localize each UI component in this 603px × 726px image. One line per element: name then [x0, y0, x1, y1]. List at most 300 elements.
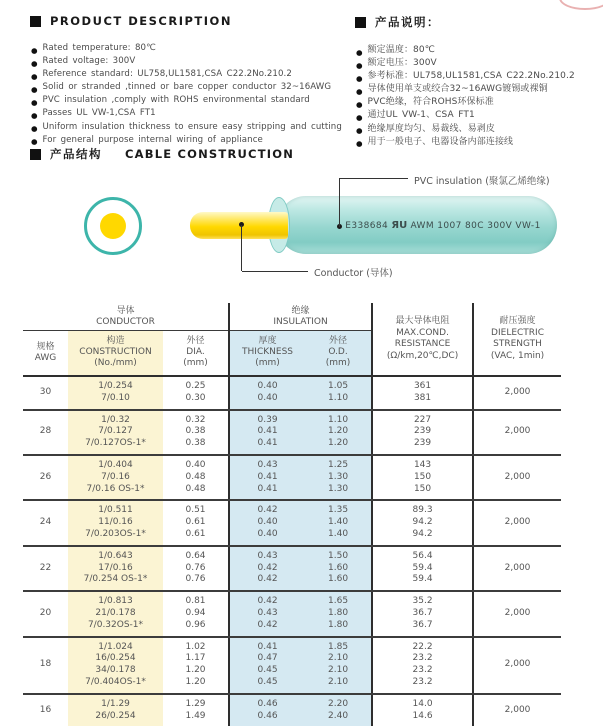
cell-line: 26/0.254 [95, 710, 136, 721]
header-line: (mm) [325, 358, 351, 368]
bullet-text: PVC绝缘，符合ROHS环保标准 [367, 97, 494, 108]
bullet-item [30, 82, 360, 95]
cell-line: 35.2 [412, 596, 433, 607]
cell-line: 1/0.254 [98, 381, 133, 391]
cell-line: 1.60 [328, 574, 349, 585]
resistance-cell [372, 546, 473, 591]
cell-line: 1.40 [328, 528, 349, 539]
cell-line: 1.65 [328, 596, 349, 607]
dielectric-column-header [473, 303, 561, 376]
bullet-text: 用于一般电子、电器设备内部连接线 [367, 136, 514, 147]
thickness-column-header [229, 331, 305, 377]
cell-line: 1.17 [185, 653, 206, 664]
cell-line: 0.40 [257, 528, 278, 539]
cell-line: 24 [39, 517, 52, 528]
resistance-cell [372, 455, 473, 500]
section-marker-icon [30, 149, 41, 160]
cell-line: 239 [413, 438, 432, 449]
cell-line: 0.42 [257, 596, 278, 607]
cell-line: 1.49 [185, 710, 206, 721]
product-description-cn-title [355, 14, 600, 30]
cell-line: 11/0.16 [98, 517, 133, 528]
thickness-cell [229, 500, 305, 545]
thickness-cell [229, 455, 305, 500]
awg-cell [23, 591, 68, 636]
cell-line: 0.47 [257, 653, 278, 664]
cell-line: 0.32 [185, 414, 206, 425]
cell-line: 17/0.16 [98, 562, 133, 573]
table-row-awg-16 [23, 694, 561, 726]
cell-line: 1.30 [328, 471, 349, 482]
cell-line: 89.3 [412, 505, 433, 516]
od-cell [305, 376, 372, 410]
bullet-icon: ● [356, 47, 363, 57]
header-line: 外径 [329, 336, 348, 346]
bullet-text: Rated voltage: 300V [42, 56, 136, 67]
cell-line: 1.30 [328, 483, 349, 494]
cell-line: 2,000 [504, 517, 531, 528]
cell-line: 34/0.178 [95, 665, 136, 676]
thickness-cell [229, 591, 305, 636]
cell-line: 1.80 [328, 607, 349, 618]
cell-line: 0.45 [257, 665, 278, 676]
section-marker-icon [30, 16, 41, 27]
bullet-text: For general purpose internal wiring of appliance [42, 134, 263, 145]
dia-cell [163, 591, 229, 636]
cell-line: 1.10 [328, 414, 349, 425]
header-line: O.D. [328, 347, 348, 357]
header-line: RESISTANCE [394, 339, 451, 349]
resistance-cell [372, 694, 473, 726]
cell-line: 361 [413, 381, 432, 391]
cell-line: 0.25 [185, 381, 206, 391]
od-cell [305, 410, 372, 455]
cell-line: 0.41 [257, 438, 278, 449]
thickness-cell [229, 637, 305, 694]
cell-line: 0.94 [185, 607, 206, 618]
product-description-section [30, 14, 360, 148]
conductor-label: Conductor (导体) [314, 268, 393, 279]
bullet-item [355, 124, 600, 137]
cell-line: 1/1.024 [98, 641, 133, 652]
cell-line: 16/0.254 [95, 653, 136, 664]
header-line: CONSTRUCTION [79, 347, 152, 357]
bullet-icon: ● [356, 112, 363, 122]
header-line: 外径 [186, 336, 205, 346]
cell-line: 7/0.16 [101, 471, 130, 482]
bullet-text: 通过UL VW-1、CSA FT1 [367, 110, 475, 121]
bullet-item [355, 45, 600, 58]
cell-line: 26 [39, 471, 52, 482]
awg-cell [23, 455, 68, 500]
cell-line: 0.42 [257, 562, 278, 573]
cell-line: 1.50 [328, 550, 349, 561]
dia-cell [163, 455, 229, 500]
bullet-text: Reference standard: UL758,UL1581,CSA C22.2No.210.2 [42, 69, 292, 80]
od-cell [305, 637, 372, 694]
dia-cell [163, 500, 229, 545]
dielectric-cell [473, 591, 561, 636]
dia-cell [163, 546, 229, 591]
dielectric-cell [473, 694, 561, 726]
cell-line: 1.35 [328, 505, 349, 516]
cell-line: 227 [413, 414, 432, 425]
cell-line: 2,000 [504, 607, 531, 618]
header-line: 构造 [106, 336, 125, 346]
resistance-cell [372, 376, 473, 410]
cell-line: 1/0.813 [98, 596, 133, 607]
construction-cell [68, 546, 163, 591]
ul-recognized-icon: ЯU [391, 220, 408, 231]
bullet-icon: ● [31, 45, 38, 55]
construction-cell [68, 410, 163, 455]
bullet-icon: ● [31, 71, 38, 81]
bullet-icon: ● [356, 73, 363, 83]
bullet-icon: ● [356, 139, 363, 149]
header-line: (VAC, 1min) [490, 350, 545, 361]
header-line: THICKNESS [242, 347, 293, 357]
bullet-icon: ● [31, 110, 38, 120]
cell-line: 0.41 [257, 471, 278, 482]
cell-line: 30 [39, 386, 52, 397]
cell-line: 1.20 [185, 665, 206, 676]
bullet-item [355, 84, 600, 97]
cell-line: 0.45 [257, 676, 278, 687]
od-cell [305, 546, 372, 591]
cell-line: 1/0.404 [98, 459, 133, 470]
bullet-text: Rated temperature: 80℃ [42, 43, 156, 53]
cell-line: 1.85 [328, 641, 349, 652]
header-line: (No./mm) [94, 358, 137, 368]
cell-line: 0.61 [185, 528, 206, 539]
cell-line: 21/0.178 [95, 607, 136, 618]
bullet-item [355, 137, 600, 150]
cell-line: 1.02 [185, 641, 206, 652]
thickness-cell [229, 376, 305, 410]
dielectric-cell [473, 546, 561, 591]
cell-line: 0.51 [185, 505, 206, 516]
cell-line: 18 [39, 659, 52, 670]
cell-line: 7/0.10 [101, 392, 130, 403]
cross-section-conductor [100, 213, 126, 239]
table-row-awg-28 [23, 410, 561, 455]
dia-cell [163, 694, 229, 726]
conductor-group-cn: 导体 [116, 306, 135, 316]
cell-line: 1.25 [328, 459, 349, 470]
cell-line: 0.61 [185, 517, 206, 528]
thickness-cell [229, 546, 305, 591]
bullet-icon: ● [31, 58, 38, 68]
cell-line: 23.2 [412, 653, 433, 664]
dia-column-header [163, 331, 229, 377]
awg-cell [23, 546, 68, 591]
bullet-icon: ● [31, 137, 38, 147]
insulation-group-en: INSULATION [273, 317, 328, 327]
cell-line: 2.10 [328, 653, 349, 664]
construction-cell [68, 694, 163, 726]
cell-line: 381 [413, 392, 432, 403]
bullet-icon: ● [356, 99, 363, 109]
specification-table [23, 303, 561, 726]
cell-line: 16 [39, 704, 52, 715]
bullet-item [30, 95, 360, 108]
thickness-cell [229, 410, 305, 455]
cell-line: 14.6 [412, 710, 433, 721]
product-description-list [30, 43, 360, 148]
dielectric-cell [473, 376, 561, 410]
bullet-text: 额定电压：300V [367, 58, 437, 69]
table-row-awg-30 [23, 376, 561, 410]
table-row-awg-26 [23, 455, 561, 500]
resistance-cell [372, 637, 473, 694]
construction-cell [68, 591, 163, 636]
cell-line: 0.41 [257, 426, 278, 437]
cell-line: 94.2 [412, 517, 433, 528]
cell-line: 1.29 [185, 698, 206, 709]
cell-line: 7/0.203OS-1* [85, 528, 146, 539]
pvc-insulation-label: PVC insulation (聚氯乙烯绝缘) [414, 176, 550, 187]
cell-line: 20 [39, 607, 52, 618]
cell-line: 56.4 [412, 550, 433, 561]
bullet-item [355, 97, 600, 110]
cell-line: 7/0.32OS-1* [87, 619, 144, 630]
header-line: DIA. [186, 347, 205, 357]
cell-line: 0.42 [257, 619, 278, 630]
cell-line: 14.0 [412, 698, 433, 709]
cell-line: 1/0.643 [98, 550, 133, 561]
bullet-item [30, 69, 360, 82]
cell-line: 0.38 [185, 438, 206, 449]
bullet-text: Passes UL VW-1,CSA FT1 [42, 108, 156, 119]
table-row-awg-20 [23, 591, 561, 636]
resistance-cell [372, 591, 473, 636]
cell-line: 0.76 [185, 574, 206, 585]
dia-cell [163, 376, 229, 410]
cell-line: 2.40 [328, 710, 349, 721]
cell-line: 2,000 [504, 659, 531, 670]
cell-line: 7/0.127OS-1* [85, 438, 146, 449]
cell-line: 1.20 [328, 438, 349, 449]
bullet-text: 绝缘厚度均匀、易裁线、易剥皮 [367, 123, 495, 134]
section-title-cn: 产品结构 [50, 147, 102, 161]
bullet-item [30, 122, 360, 135]
cell-line: 1.05 [328, 381, 349, 391]
spec-table-body [23, 376, 561, 726]
dia-cell [163, 410, 229, 455]
cell-line: 0.81 [185, 596, 206, 607]
cell-line: 22.2 [412, 641, 433, 652]
section-title-text: 产品说明： [375, 15, 440, 29]
cell-line: 0.48 [185, 471, 206, 482]
cell-line: 0.40 [185, 459, 206, 470]
conductor-callout-line [242, 271, 308, 272]
bullet-text: 额定温度：80℃ [367, 45, 435, 55]
header-line: 最大导体电阻 [395, 316, 450, 326]
cell-line: 0.38 [185, 426, 206, 437]
product-description-cn-section [355, 14, 600, 150]
cell-line: 59.4 [412, 574, 433, 585]
cell-line: 0.40 [257, 381, 278, 391]
pvc-callout-line [340, 178, 408, 179]
header-line: AWG [34, 352, 57, 363]
bullet-text: 导体使用单支或绞合32~16AWG镀锡或裸铜 [367, 84, 548, 95]
od-cell [305, 591, 372, 636]
cell-line: 94.2 [412, 528, 433, 539]
thickness-cell [229, 694, 305, 726]
cell-line: 1.10 [328, 392, 349, 403]
cell-line: 59.4 [412, 562, 433, 573]
cable-illustration [0, 165, 603, 305]
pvc-callout-line [339, 178, 340, 227]
cell-line: 7/0.16 OS-1* [86, 483, 145, 494]
cell-line: 0.42 [257, 505, 278, 516]
cell-line: 2.10 [328, 676, 349, 687]
awg-cell [23, 376, 68, 410]
header-line: (mm) [183, 358, 208, 368]
cell-line: 2,000 [504, 704, 531, 715]
cell-line: 0.48 [185, 483, 206, 494]
header-line: DIELECTRIC [491, 327, 544, 338]
header-line: (Ω/km,20℃,DC) [386, 350, 459, 361]
cell-line: 0.41 [257, 641, 278, 652]
dia-cell [163, 637, 229, 694]
cell-line: 1.80 [328, 619, 349, 630]
product-description-title [30, 14, 360, 28]
cell-line: 0.46 [257, 710, 278, 721]
header-line: (mm) [255, 358, 280, 368]
cell-line: 0.42 [257, 574, 278, 585]
cell-line: 0.41 [257, 483, 278, 494]
dielectric-cell [473, 637, 561, 694]
bullet-item [355, 58, 600, 71]
od-column-header [305, 331, 372, 377]
cell-line: 0.40 [257, 517, 278, 528]
cell-line: 2,000 [504, 426, 531, 437]
bullet-icon: ● [356, 126, 363, 136]
header-line: MAX.COND. [396, 327, 449, 338]
bullet-item [355, 71, 600, 84]
table-group-header-row [23, 303, 561, 331]
bullet-icon: ● [356, 86, 363, 96]
cell-line: 23.2 [412, 665, 433, 676]
cell-line: 0.76 [185, 562, 206, 573]
cell-line: 143 [413, 459, 432, 470]
cell-line: 1/0.511 [98, 505, 133, 516]
header-line: STRENGTH [493, 339, 542, 349]
spec-table [23, 303, 561, 726]
dielectric-cell [473, 455, 561, 500]
od-cell [305, 455, 372, 500]
construction-cell [68, 455, 163, 500]
bullet-text: 参考标准：UL758,UL1581,CSA C22.2No.210.2 [367, 71, 575, 82]
cell-line: 2.20 [328, 698, 349, 709]
table-row-awg-18 [23, 637, 561, 694]
cell-line: 150 [413, 471, 432, 482]
cell-line: 1/1.29 [101, 698, 130, 709]
resistance-cell [372, 410, 473, 455]
bullet-icon: ● [31, 124, 38, 134]
bullet-icon: ● [356, 60, 363, 70]
cell-line: 1.40 [328, 517, 349, 528]
cell-line: 1.20 [185, 676, 206, 687]
cell-line: 2.10 [328, 665, 349, 676]
od-cell [305, 500, 372, 545]
od-cell [305, 694, 372, 726]
cell-line: 22 [39, 562, 52, 573]
conductor-group-en: CONDUCTOR [96, 317, 155, 327]
cell-line: 2,000 [504, 386, 531, 397]
cell-line: 2,000 [504, 471, 531, 482]
construction-cell [68, 637, 163, 694]
bullet-text: PVC insulation ,comply with ROHS environmental standard [42, 95, 310, 106]
cell-line: 0.43 [257, 550, 278, 561]
bullet-item [30, 56, 360, 69]
cell-line: 36.7 [412, 619, 433, 630]
bullet-text: Solid or stranded ,tinned or bare copper conductor 32~16AWG [42, 82, 332, 93]
cell-line: 36.7 [412, 607, 433, 618]
section-title-text: PRODUCT DESCRIPTION [50, 14, 232, 28]
awg-cell [23, 410, 68, 455]
product-description-cn-list [355, 45, 600, 150]
cell-line: 0.64 [185, 550, 206, 561]
cell-line: 1/0.32 [101, 414, 130, 425]
cell-line: 1.60 [328, 562, 349, 573]
cell-line: 7/0.404OS-1* [85, 676, 146, 687]
cell-line: 7/0.254 OS-1* [83, 574, 148, 585]
cell-line: 0.40 [257, 392, 278, 403]
construction-cell [68, 376, 163, 410]
cell-line: 0.46 [257, 698, 278, 709]
dielectric-cell [473, 410, 561, 455]
insulation-group-header [229, 303, 372, 331]
partial-logo-mark [559, 0, 603, 10]
awg-cell [23, 694, 68, 726]
cell-line: 0.43 [257, 459, 278, 470]
awg-column-header [23, 331, 68, 377]
resistance-cell [372, 500, 473, 545]
cable-construction-title [30, 146, 294, 162]
cell-line: 7/0.127 [98, 426, 133, 437]
cable-print-text [335, 220, 551, 231]
bullet-icon: ● [31, 97, 38, 107]
cell-line: 239 [413, 426, 432, 437]
bullet-icon: ● [31, 84, 38, 94]
cell-line: 2,000 [504, 562, 531, 573]
cable-rating-text: AWM 1007 80C 300V VW-1 [410, 221, 541, 231]
cell-line: 23.2 [412, 676, 433, 687]
table-row-awg-22 [23, 546, 561, 591]
bullet-item [355, 110, 600, 123]
cell-line: 150 [413, 483, 432, 494]
header-line: 厚度 [258, 336, 277, 346]
header-line: 规格 [36, 341, 55, 352]
cell-line: 0.30 [185, 392, 206, 403]
bullet-text: Uniform insulation thickness to ensure easy stripping and cutting [42, 121, 342, 132]
resistance-column-header [372, 303, 473, 376]
cell-line: 0.43 [257, 607, 278, 618]
awg-cell [23, 637, 68, 694]
section-title-en: CABLE CONSTRUCTION [125, 147, 295, 161]
awg-cell [23, 500, 68, 545]
bullet-item [30, 108, 360, 121]
construction-column-header [68, 331, 163, 377]
dielectric-cell [473, 500, 561, 545]
cell-line: 28 [39, 426, 52, 437]
cell-line: 1.20 [328, 426, 349, 437]
bullet-item [30, 43, 360, 56]
table-row-awg-24 [23, 500, 561, 545]
cell-line: 0.96 [185, 619, 206, 630]
